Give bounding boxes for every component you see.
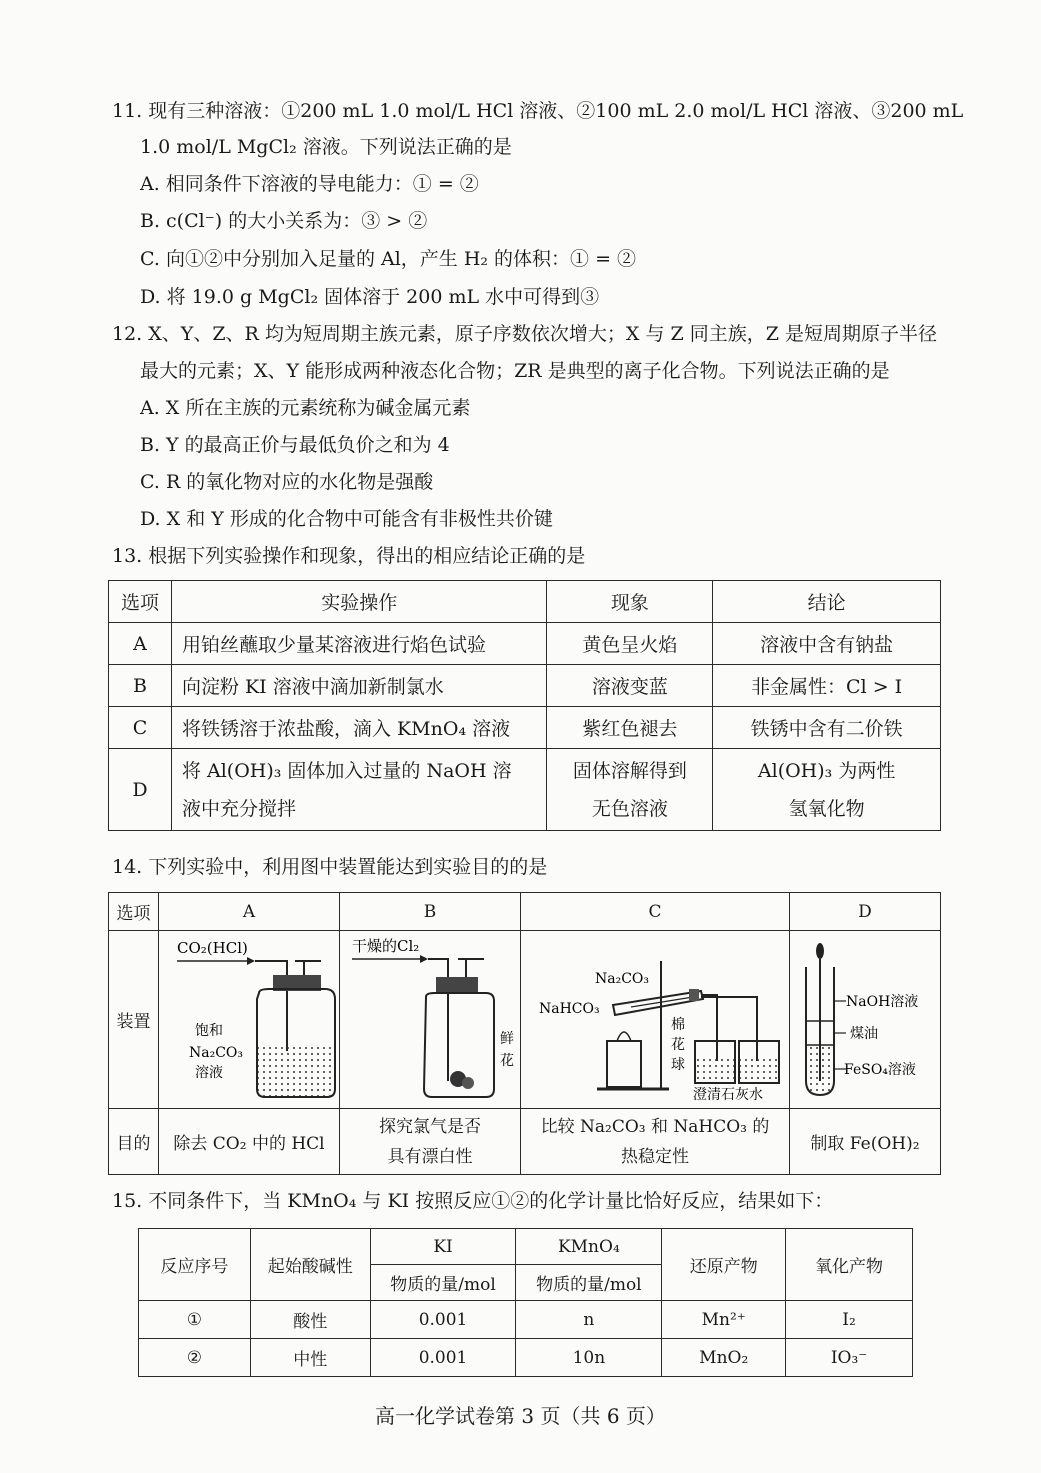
apparatus-b-cell bbox=[340, 931, 521, 1109]
row-operation: 用铂丝蘸取少量某溶液进行焰色试验 bbox=[171, 623, 547, 665]
goal-c-line2: 热稳定性 bbox=[621, 1146, 689, 1167]
header-kmno4-amount: 物质的量/mol bbox=[516, 1265, 662, 1301]
row-kmno4: n bbox=[516, 1301, 662, 1339]
row-conclusion: 铁锈中含有二价铁 bbox=[713, 707, 941, 749]
header-reaction-no: 反应序号 bbox=[139, 1229, 251, 1301]
q11-option-b: B. c(Cl⁻) 的大小关系为：③ > ② bbox=[140, 210, 428, 232]
row-oxidation: IO₃⁻ bbox=[786, 1339, 913, 1377]
q12-stem-line2: 最大的元素；X、Y 能形成两种液态化合物；ZR 是典型的离子化合物。下列说法正确的是 bbox=[140, 360, 890, 382]
header-ki-amount: 物质的量/mol bbox=[370, 1265, 516, 1301]
header-b: B bbox=[340, 893, 521, 931]
q15-table bbox=[138, 1228, 913, 1377]
table-header-row bbox=[109, 581, 941, 623]
header-kmno4: KMnO₄ bbox=[516, 1229, 662, 1265]
conclusion-line2: 氢氧化物 bbox=[788, 797, 865, 820]
header-reduction-product: 还原产物 bbox=[662, 1229, 786, 1301]
row-ki: 0.001 bbox=[370, 1301, 516, 1339]
table-row bbox=[109, 665, 941, 707]
gas-label: 干燥的Cl₂ bbox=[352, 937, 420, 955]
q12-option-b: B. Y 的最高正价与最低负价之和为 4 bbox=[140, 434, 450, 456]
table-row bbox=[139, 1339, 913, 1377]
q13-stem: 13. 根据下列实验操作和现象，得出的相应结论正确的是 bbox=[112, 545, 586, 567]
solution-label-2: Na₂CO₃ bbox=[189, 1045, 244, 1061]
row-conclusion bbox=[713, 749, 941, 831]
row-option: A bbox=[109, 623, 172, 665]
row-reduction: MnO₂ bbox=[662, 1339, 786, 1377]
test-tube-dropper-diagram bbox=[790, 931, 940, 1103]
solution-label-1: 饱和 bbox=[195, 1023, 223, 1039]
row-phenomenon: 紫红色褪去 bbox=[547, 707, 713, 749]
table-row bbox=[109, 623, 941, 665]
bottle-with-flower-diagram bbox=[340, 931, 520, 1103]
cotton-label-3: 球 bbox=[671, 1057, 685, 1073]
row-operation: 向淀粉 KI 溶液中滴加新制氯水 bbox=[171, 665, 547, 707]
header-d: D bbox=[790, 893, 941, 931]
q11-stem-line1: 11. 现有三种溶液：①200 mL 1.0 mol/L HCl 溶液、②100 mL 2.0 mol/L HCl 溶液、③200 mL bbox=[112, 100, 964, 122]
row-option: C bbox=[109, 707, 172, 749]
q12-stem-line1: 12. X、Y、Z、R 均为短周期主族元素，原子序数依次增大；X 与 Z 同主族，Z 是短周期原子半径 bbox=[112, 323, 937, 345]
header-oxidation-product: 氧化产物 bbox=[786, 1229, 913, 1301]
row-oxidation: I₂ bbox=[786, 1301, 913, 1339]
goal-d: 制取 Fe(OH)₂ bbox=[790, 1109, 941, 1175]
header-operation: 实验操作 bbox=[171, 581, 547, 623]
row-env: 中性 bbox=[250, 1339, 370, 1377]
goal-b bbox=[340, 1109, 521, 1175]
row-option: D bbox=[109, 749, 172, 831]
naoh-label: NaOH溶液 bbox=[846, 994, 919, 1010]
goal-b-line2: 具有漂白性 bbox=[387, 1146, 473, 1167]
q11-option-a: A. 相同条件下溶液的导电能力：① = ② bbox=[140, 173, 479, 195]
goal-c-line1: 比较 Na₂CO₃ 和 NaHCO₃ 的 bbox=[540, 1116, 770, 1137]
apparatus-a-cell bbox=[159, 931, 340, 1109]
phenomenon-line2: 无色溶液 bbox=[591, 797, 668, 820]
row-option: B bbox=[109, 665, 172, 707]
q15-stem: 15. 不同条件下，当 KMnO₄ 与 KI 按照反应①②的化学计量比恰好反应，结果如下： bbox=[112, 1190, 834, 1212]
table-row bbox=[109, 707, 941, 749]
page-footer: 高一化学试卷第 3 页（共 6 页） bbox=[375, 1404, 666, 1428]
row-phenomenon: 黄色呈火焰 bbox=[547, 623, 713, 665]
limewater-label: 澄清石灰水 bbox=[693, 1087, 763, 1103]
q12-option-a: A. X 所在主族的元素统称为碱金属元素 bbox=[140, 397, 471, 419]
goal-b-line1: 探究氯气是否 bbox=[379, 1116, 481, 1137]
q12-option-c: C. R 的氧化物对应的水化物是强酸 bbox=[140, 471, 434, 493]
header-ki: KI bbox=[370, 1229, 516, 1265]
header-phenomenon: 现象 bbox=[547, 581, 713, 623]
header-acidity: 起始酸碱性 bbox=[250, 1229, 370, 1301]
operation-line1: 将 Al(OH)₃ 固体加入过量的 NaOH 溶 bbox=[181, 759, 512, 782]
header-option: 选项 bbox=[109, 893, 159, 931]
q11-option-c: C. 向①②中分别加入足量的 Al，产生 H₂ 的体积：① = ② bbox=[140, 248, 637, 270]
table-header-row bbox=[109, 893, 941, 931]
header-option: 选项 bbox=[109, 581, 172, 623]
row-conclusion: 非金属性：Cl > I bbox=[713, 665, 941, 707]
q14-stem: 14. 下列实验中，利用图中装置能达到实验目的的是 bbox=[112, 856, 548, 878]
flower-label-2: 花 bbox=[500, 1053, 514, 1069]
q11-stem-line2: 1.0 mol/L MgCl₂ 溶液。下列说法正确的是 bbox=[140, 136, 512, 158]
apparatus-c-cell bbox=[521, 931, 790, 1109]
q14-table bbox=[108, 892, 941, 1175]
table-row bbox=[139, 1301, 913, 1339]
flower-label-1: 鲜 bbox=[500, 1031, 514, 1047]
kerosene-label: 煤油 bbox=[850, 1026, 878, 1042]
gas-washing-bottle-diagram bbox=[159, 931, 339, 1103]
row-no: ① bbox=[139, 1301, 251, 1339]
q13-table bbox=[108, 580, 941, 831]
operation-line2: 液中充分搅拌 bbox=[181, 797, 296, 820]
row-operation: 将铁锈溶于浓盐酸，滴入 KMnO₄ 溶液 bbox=[171, 707, 547, 749]
header-apparatus: 装置 bbox=[109, 931, 159, 1109]
thermal-stability-setup-diagram bbox=[521, 931, 789, 1103]
phenomenon-line1: 固体溶解得到 bbox=[572, 759, 687, 782]
conclusion-line1: Al(OH)₃ 为两性 bbox=[757, 759, 896, 782]
cotton-label-2: 花 bbox=[671, 1037, 685, 1053]
header-c: C bbox=[521, 893, 790, 931]
apparatus-d-cell bbox=[790, 931, 941, 1109]
inner-tube-label: NaHCO₃ bbox=[539, 1001, 600, 1017]
row-kmno4: 10n bbox=[516, 1339, 662, 1377]
header-goal: 目的 bbox=[109, 1109, 159, 1175]
row-env: 酸性 bbox=[250, 1301, 370, 1339]
q11-option-d: D. 将 19.0 g MgCl₂ 固体溶于 200 mL 水中可得到③ bbox=[140, 286, 600, 308]
table-header-row bbox=[139, 1229, 913, 1265]
row-phenomenon: 溶液变蓝 bbox=[547, 665, 713, 707]
row-ki: 0.001 bbox=[370, 1339, 516, 1377]
table-row bbox=[109, 749, 941, 831]
gas-label: CO₂(HCl) bbox=[177, 939, 248, 957]
row-conclusion: 溶液中含有钠盐 bbox=[713, 623, 941, 665]
row-no: ② bbox=[139, 1339, 251, 1377]
row-operation bbox=[171, 749, 547, 831]
outer-tube-label: Na₂CO₃ bbox=[595, 971, 650, 987]
q12-option-d: D. X 和 Y 形成的化合物中可能含有非极性共价键 bbox=[140, 508, 553, 530]
header-conclusion: 结论 bbox=[713, 581, 941, 623]
apparatus-row bbox=[109, 931, 941, 1109]
solution-label-3: 溶液 bbox=[195, 1065, 223, 1081]
row-reduction: Mn²⁺ bbox=[662, 1301, 786, 1339]
goal-row bbox=[109, 1109, 941, 1175]
feso4-label: FeSO₄溶液 bbox=[844, 1062, 916, 1078]
cotton-label-1: 棉 bbox=[671, 1017, 685, 1033]
header-a: A bbox=[159, 893, 340, 931]
goal-a: 除去 CO₂ 中的 HCl bbox=[159, 1109, 340, 1175]
row-phenomenon bbox=[547, 749, 713, 831]
goal-c bbox=[521, 1109, 790, 1175]
